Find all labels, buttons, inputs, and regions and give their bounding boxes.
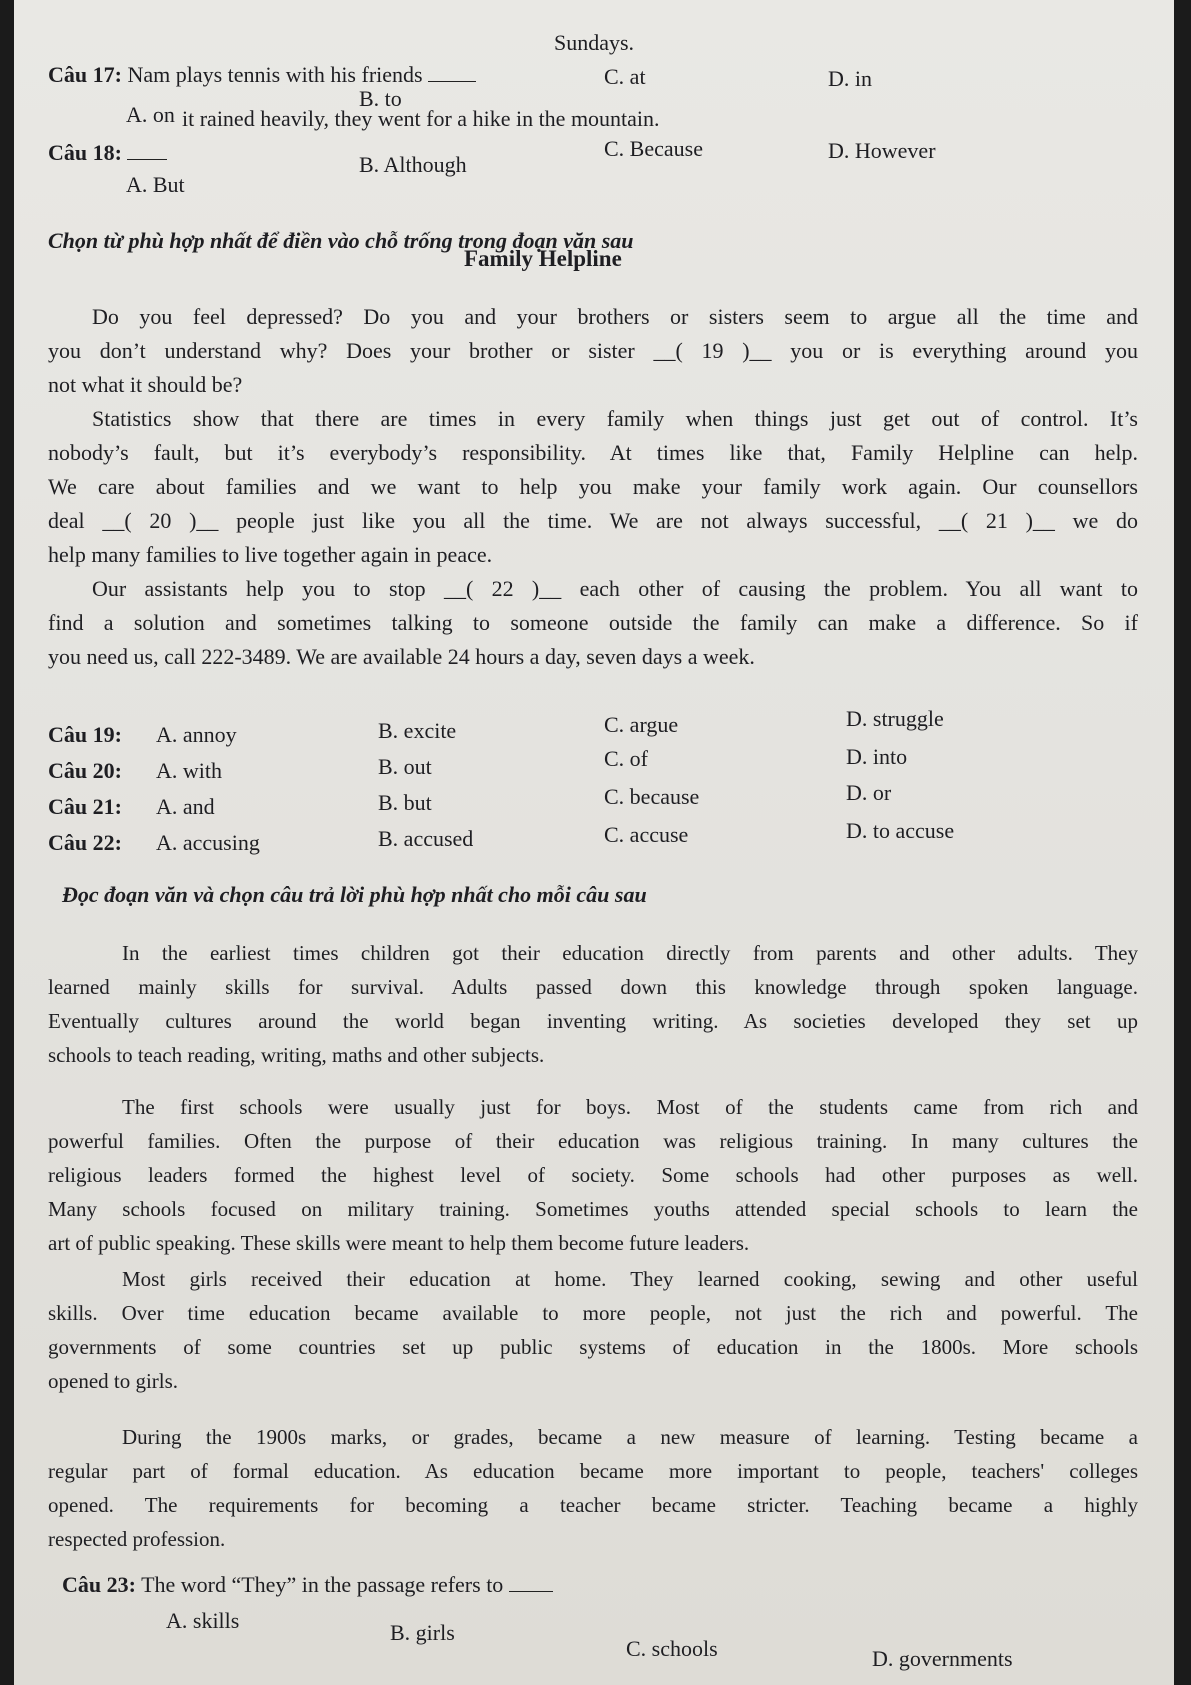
paragraph-line: not what it should be? [48,372,243,397]
q20-option-b: B. out [378,754,432,779]
q18-option-c: C. Because [604,136,703,161]
paragraph-line: Statistics show that there are times in every family when things just get out of control. It’s [92,406,1138,431]
paragraph-line: powerful families. Often the purpose of their education was religious training. In many cultures the [48,1129,1138,1153]
paragraph-line: In the earliest times children got their education directly from parents and other adults. They [122,941,1138,965]
paragraph-line: Most girls received their education at home. They learned cooking, sewing and other useful [122,1267,1138,1291]
q23-option-a: A. skills [166,1608,240,1633]
section2-paragraph-3 [48,1262,1138,1398]
q23-text: The word “They” in the passage refers to [141,1572,504,1597]
section1-paragraph-1 [48,300,1138,402]
section1-paragraph-3 [48,572,1138,674]
q20-option-a: A. with [156,758,222,783]
q17-text-before: Nam plays tennis with his friends [127,62,423,87]
q19-option-c: C. argue [604,712,679,737]
q23-blank [509,1573,553,1592]
section2-paragraph-1 [48,936,1138,1072]
paragraph-line: Many schools focused on military training. Sometimes youths attended special schools to learn the [48,1197,1138,1221]
exam-sheet [14,0,1174,1685]
q18-text: it rained heavily, they went for a hike in the mountain. [182,106,660,131]
paragraph-line: governments of some countries set up public systems of education in the 1800s. More schools [48,1335,1138,1359]
q18-label: Câu 18: [48,140,122,165]
paragraph-line: nobody’s fault, but it’s everybody’s responsibility. At times like that, Family Helpline can help. [48,440,1138,465]
paragraph-line: art of public speaking. These skills were meant to help them become future leaders. [48,1231,750,1255]
q18-option-a: A. But [126,172,185,197]
q18-stem [48,140,167,166]
q22-label: Câu 22: [48,830,122,855]
q21-label: Câu 21: [48,794,122,819]
q17-option-c: C. at [604,64,646,89]
q21-option-b: B. but [378,790,432,815]
paragraph-line: help many families to live together again in peace. [48,542,493,567]
q20-option-c: C. of [604,746,648,771]
q17-option-d: D. in [828,66,872,91]
q22-option-b: B. accused [378,826,474,851]
q17-stem [48,62,476,88]
q23-label: Câu 23: [62,1572,136,1597]
q22-option-c: C. accuse [604,822,689,847]
section1-title: Family Helpline [464,246,622,271]
q18-blank [127,141,167,160]
section2-paragraph-2 [48,1090,1138,1260]
paragraph-line: The first schools were usually just for boys. Most of the students came from rich and [122,1095,1138,1119]
q23-stem [62,1572,553,1598]
paragraph-line: skills. Over time education became available to more people, not just the rich and powerful. The [48,1301,1138,1325]
paragraph-line: respected profession. [48,1527,226,1551]
q23-option-d: D. governments [872,1646,1013,1671]
paragraph-line: find a solution and sometimes talking to someone outside the family can make a difference. So if [48,610,1138,635]
q21-option-d: D. or [846,780,892,805]
paragraph-line: you don’t understand why? Does your brother or sister __( 19 )__ you or is everything around you [48,338,1138,363]
q23-option-b: B. girls [390,1620,455,1645]
q19-option-a: A. annoy [156,722,237,747]
paragraph-line: Do you feel depressed? Do you and your brothers or sisters seem to argue all the time and [92,304,1138,329]
paragraph-line: Our assistants help you to stop __( 22 )__ each other of causing the problem. You all want to [92,576,1138,601]
q21-option-a: A. and [156,794,215,819]
section2-instruction: Đọc đoạn văn và chọn câu trả lời phù hợp nhất cho mỗi câu sau [62,882,647,907]
paragraph-line: schools to teach reading, writing, maths and other subjects. [48,1043,545,1067]
paragraph-line: regular part of formal education. As education became more important to people, teachers' colleges [48,1459,1138,1483]
q22-option-a: A. accusing [156,830,260,855]
q18-option-b: B. Although [359,152,467,177]
q19-option-d: D. struggle [846,706,944,731]
q18-option-d: D. However [828,138,936,163]
section2-paragraph-4 [48,1420,1138,1556]
paragraph-line: opened to girls. [48,1369,179,1393]
paragraph-line: deal __( 20 )__ people just like you all the time. We are not always successful, __( 21 )__ we do [48,508,1138,533]
q17-option-a: A. on [126,102,175,127]
paragraph-line: learned mainly skills for survival. Adults passed down this knowledge through spoken language. [48,975,1138,999]
q20-label: Câu 20: [48,758,122,783]
section1-instruction: Chọn từ phù hợp nhất để điền vào chỗ trống trong đoạn văn sau [48,228,634,253]
q21-option-c: C. because [604,784,700,809]
q19-option-b: B. excite [378,718,457,743]
q17-option-b: B. to [359,86,402,111]
paragraph-line: During the 1900s marks, or grades, became a new measure of learning. Testing became a [122,1425,1138,1449]
q17-label: Câu 17: [48,62,122,87]
paragraph-line: We care about families and we want to help you make your family work again. Our counsellors [48,474,1138,499]
q19-label: Câu 19: [48,722,122,747]
section1-paragraph-2 [48,402,1138,572]
paragraph-line: you need us, call 222-3489. We are available 24 hours a day, seven days a week. [48,644,755,669]
paragraph-line: religious leaders formed the highest level of society. Some schools had other purposes as well. [48,1163,1138,1187]
paragraph-line: opened. The requirements for becoming a teacher became stricter. Teaching became a highly [48,1493,1138,1517]
q17-blank [428,63,476,82]
q23-option-c: C. schools [626,1636,718,1661]
q22-option-d: D. to accuse [846,818,955,843]
paragraph-line: Eventually cultures around the world began inventing writing. As societies developed they set up [48,1009,1138,1033]
q20-option-d: D. into [846,744,908,769]
q17-text-after: Sundays. [554,30,635,55]
